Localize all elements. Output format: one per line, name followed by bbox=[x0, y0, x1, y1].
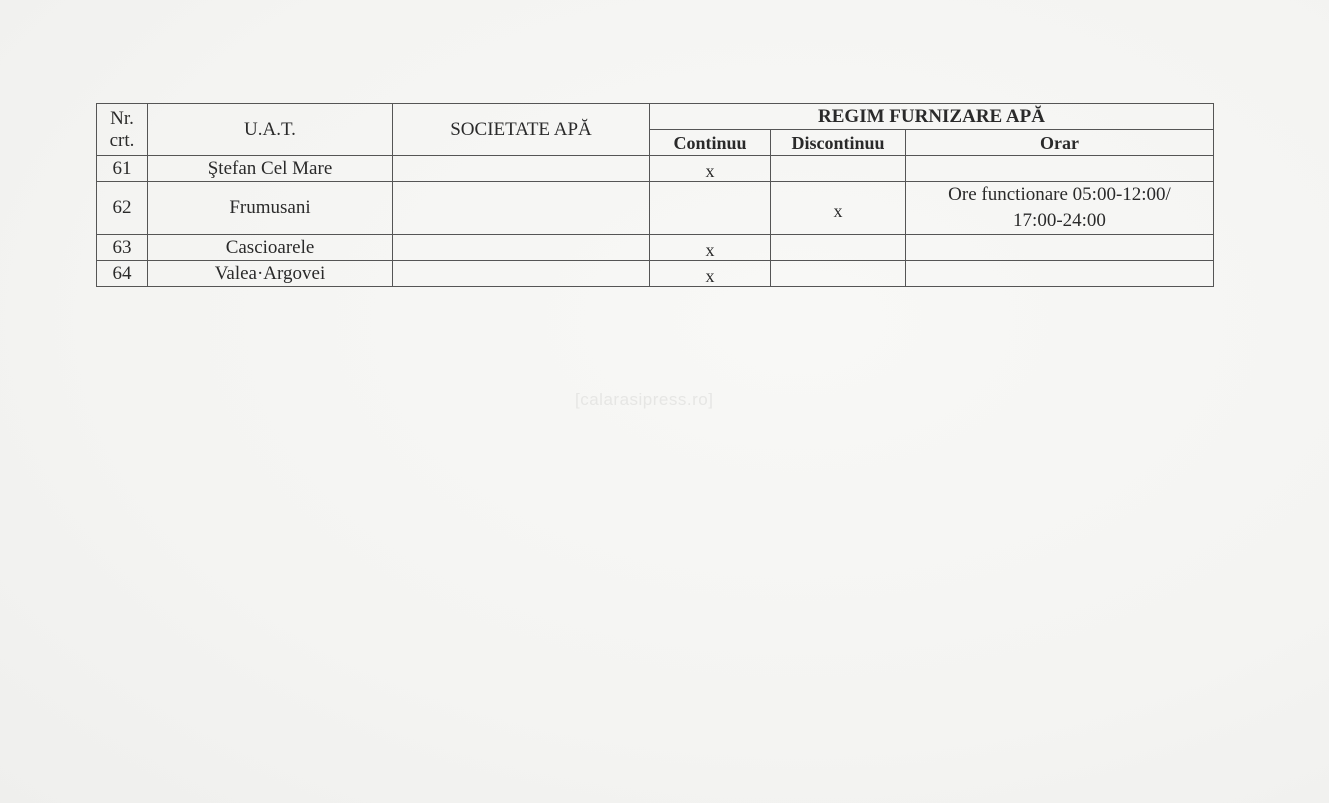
watermark: [calarasipress.ro] bbox=[575, 390, 714, 409]
cell-discontinuu bbox=[771, 182, 906, 235]
continuu-mark: x bbox=[705, 161, 715, 181]
cell-nr: 64 bbox=[97, 261, 148, 287]
cell-orar bbox=[906, 182, 1214, 235]
table-row bbox=[97, 156, 1214, 182]
cell-nr: 61 bbox=[97, 156, 148, 182]
continuu-mark: x bbox=[705, 266, 715, 286]
cell-uat: Valea·Argovei bbox=[148, 261, 393, 287]
header-orar: Orar bbox=[906, 130, 1214, 156]
header-crt: crt. bbox=[109, 129, 135, 151]
cell-discontinuu bbox=[771, 156, 906, 182]
cell-societate bbox=[393, 261, 650, 287]
table-row bbox=[97, 182, 1214, 235]
cell-discontinuu bbox=[771, 235, 906, 261]
cell-orar bbox=[906, 261, 1214, 287]
cell-orar bbox=[906, 235, 1214, 261]
header-nr-crt bbox=[97, 104, 148, 156]
cell-societate bbox=[393, 182, 650, 235]
water-supply-table bbox=[96, 103, 1214, 287]
header-nr: Nr. bbox=[110, 107, 134, 129]
cell-orar bbox=[906, 156, 1214, 182]
header-regim-furnizare-apa: REGIM FURNIZARE APĂ bbox=[650, 104, 1214, 130]
cell-discontinuu bbox=[771, 261, 906, 287]
cell-societate bbox=[393, 235, 650, 261]
cell-uat: Frumusani bbox=[148, 182, 393, 235]
cell-continuu bbox=[650, 261, 771, 287]
discontinuu-mark: x bbox=[833, 200, 843, 221]
header-continuu: Continuu bbox=[650, 130, 771, 156]
cell-nr: 62 bbox=[97, 182, 148, 235]
table-row bbox=[97, 261, 1214, 287]
cell-nr: 63 bbox=[97, 235, 148, 261]
cell-continuu bbox=[650, 182, 771, 235]
header-uat: U.A.T. bbox=[148, 104, 393, 156]
table-row bbox=[97, 235, 1214, 261]
header-societate-apa: SOCIETATE APĂ bbox=[393, 104, 650, 156]
orar-line-2: 17:00-24:00 bbox=[1013, 210, 1106, 231]
cell-uat: Cascioarele bbox=[148, 235, 393, 261]
cell-continuu bbox=[650, 156, 771, 182]
continuu-mark: x bbox=[705, 240, 715, 260]
cell-societate bbox=[393, 156, 650, 182]
orar-line-1: Ore functionare 05:00-12:00/ bbox=[948, 184, 1171, 205]
cell-uat: Ştefan Cel Mare bbox=[148, 156, 393, 182]
cell-continuu bbox=[650, 235, 771, 261]
header-discontinuu: Discontinuu bbox=[771, 130, 906, 156]
